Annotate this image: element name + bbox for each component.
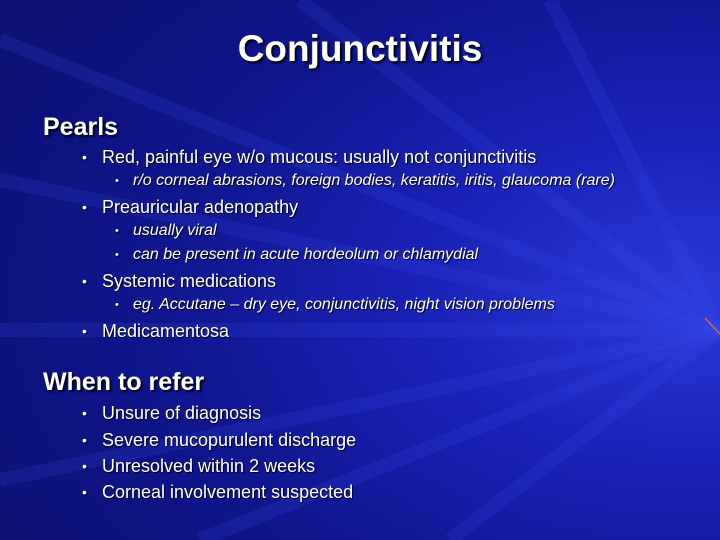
bullet-icon: • xyxy=(82,323,87,339)
bullet-icon: • xyxy=(115,225,119,237)
refer-item-text: Unresolved within 2 weeks xyxy=(102,456,316,476)
bullet-icon: • xyxy=(82,484,87,500)
pearls-subitem-text: usually viral xyxy=(133,222,217,239)
pearls-heading: Pearls xyxy=(43,113,119,141)
refer-heading: When to refer xyxy=(43,368,205,396)
refer-item-text: Severe mucopurulent discharge xyxy=(102,430,357,450)
refer-item-text: Corneal involvement suspected xyxy=(102,482,354,502)
bullet-icon: • xyxy=(82,405,87,421)
bullet-icon: • xyxy=(82,458,87,474)
pearls-item-text: Red, painful eye w/o mucous: usually not conjunctivitis xyxy=(102,147,537,167)
bullet-icon: • xyxy=(82,432,87,448)
pearls-subitem-text: r/o corneal abrasions, foreign bodies, keratitis, iritis, glaucoma (rare) xyxy=(133,172,615,189)
slide-title: Conjunctivitis xyxy=(237,28,483,69)
pearls-item-text: Preauricular adenopathy xyxy=(102,197,299,217)
bullet-icon: • xyxy=(115,249,119,261)
pearls-subitem-text: eg. Accutane – dry eye, conjunctivitis, night vision problems xyxy=(133,296,555,313)
bullet-icon: • xyxy=(82,149,87,165)
pearls-subitem-text: can be present in acute hordeolum or chlamydial xyxy=(133,246,479,263)
pearls-item-text: Medicamentosa xyxy=(102,321,230,341)
pearls-item-text: Systemic medications xyxy=(102,271,277,291)
refer-item-text: Unsure of diagnosis xyxy=(102,403,262,423)
bullet-icon: • xyxy=(115,299,119,311)
bullet-icon: • xyxy=(82,199,87,215)
bullet-icon: • xyxy=(115,175,119,187)
bullet-icon: • xyxy=(82,273,87,289)
